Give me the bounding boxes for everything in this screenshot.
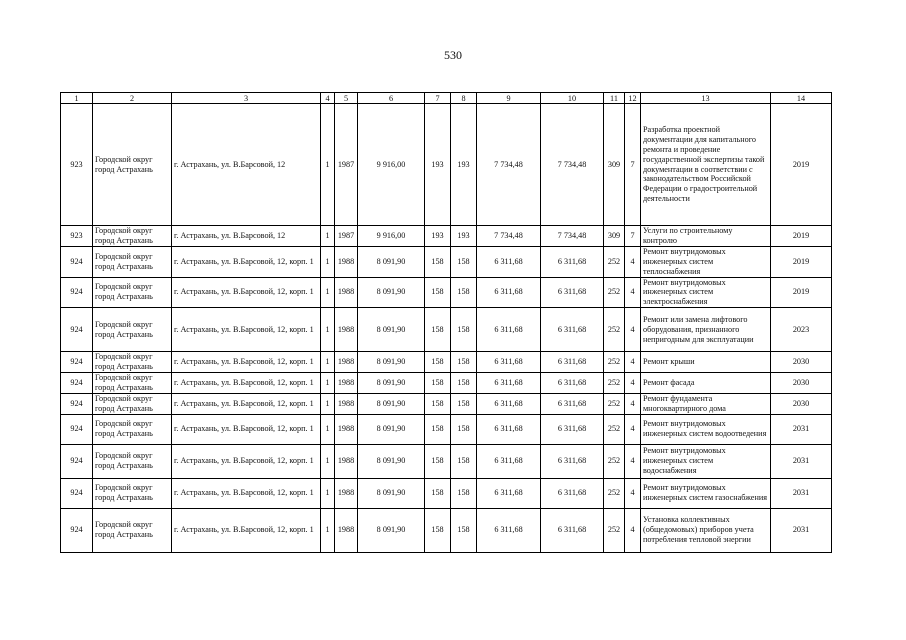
col11-cell: 252: [604, 308, 625, 352]
year-cell: 1988: [335, 373, 358, 394]
address-cell: г. Астрахань, ул. В.Барсовой, 12, корп. 1: [172, 478, 321, 508]
area-cell: 8 091,90: [358, 246, 425, 277]
work-type-cell: Ремонт внутридомовых инженерных систем электроснабжения: [641, 277, 771, 308]
col7-cell: 158: [425, 352, 451, 373]
col7-cell: 193: [425, 226, 451, 247]
column-header: 12: [625, 93, 641, 104]
col7-cell: 158: [425, 246, 451, 277]
column-header: 9: [477, 93, 541, 104]
municipality-cell: Городской округ город Астрахань: [93, 246, 172, 277]
col7-cell: 193: [425, 104, 451, 226]
address-cell: г. Астрахань, ул. В.Барсовой, 12, корп. 1: [172, 393, 321, 414]
column-header: 4: [321, 93, 335, 104]
row-number: 924: [61, 277, 93, 308]
row-number: 924: [61, 373, 93, 394]
col10-cell: 6 311,68: [541, 393, 604, 414]
work-type-cell: Ремонт фундамента многоквартирного дома: [641, 393, 771, 414]
col8-cell: 158: [451, 444, 477, 478]
year-cell: 1987: [335, 104, 358, 226]
col4-cell: 1: [321, 508, 335, 552]
col10-cell: 6 311,68: [541, 444, 604, 478]
col10-cell: 6 311,68: [541, 414, 604, 444]
column-header: 11: [604, 93, 625, 104]
due-year-cell: 2019: [771, 246, 832, 277]
address-cell: г. Астрахань, ул. В.Барсовой, 12, корп. 1: [172, 444, 321, 478]
area-cell: 8 091,90: [358, 444, 425, 478]
municipality-cell: Городской округ город Астрахань: [93, 444, 172, 478]
year-cell: 1988: [335, 352, 358, 373]
year-cell: 1987: [335, 226, 358, 247]
work-type-cell: Установка коллективных (общедомовых) приборов учета потребления тепловой энергии: [641, 508, 771, 552]
col9-cell: 6 311,68: [477, 414, 541, 444]
area-cell: 8 091,90: [358, 414, 425, 444]
col9-cell: 6 311,68: [477, 508, 541, 552]
col11-cell: 252: [604, 414, 625, 444]
col10-cell: 6 311,68: [541, 508, 604, 552]
address-cell: г. Астрахань, ул. В.Барсовой, 12, корп. 1: [172, 373, 321, 394]
row-number: 924: [61, 478, 93, 508]
col11-cell: 252: [604, 444, 625, 478]
area-cell: 8 091,90: [358, 277, 425, 308]
year-cell: 1988: [335, 444, 358, 478]
area-cell: 8 091,90: [358, 373, 425, 394]
municipality-cell: Городской округ город Астрахань: [93, 226, 172, 247]
col7-cell: 158: [425, 393, 451, 414]
col4-cell: 1: [321, 352, 335, 373]
col9-cell: 6 311,68: [477, 308, 541, 352]
year-cell: 1988: [335, 478, 358, 508]
row-number: 924: [61, 444, 93, 478]
address-cell: г. Астрахань, ул. В.Барсовой, 12, корп. 1: [172, 352, 321, 373]
col9-cell: 6 311,68: [477, 246, 541, 277]
col10-cell: 6 311,68: [541, 373, 604, 394]
column-header: 6: [358, 93, 425, 104]
col8-cell: 193: [451, 104, 477, 226]
col10-cell: 7 734,48: [541, 226, 604, 247]
column-header: 14: [771, 93, 832, 104]
work-type-cell: Услуги по строительному контролю: [641, 226, 771, 247]
col9-cell: 6 311,68: [477, 444, 541, 478]
work-type-cell: Ремонт фасада: [641, 373, 771, 394]
col10-cell: 7 734,48: [541, 104, 604, 226]
table-body: [61, 104, 832, 553]
row-number: 923: [61, 104, 93, 226]
municipality-cell: Городской округ город Астрахань: [93, 277, 172, 308]
due-year-cell: 2030: [771, 352, 832, 373]
column-header: 13: [641, 93, 771, 104]
table-row: [61, 444, 832, 478]
col11-cell: 252: [604, 246, 625, 277]
col12-cell: 4: [625, 373, 641, 394]
col8-cell: 193: [451, 226, 477, 247]
col12-cell: 4: [625, 308, 641, 352]
table-row: [61, 226, 832, 247]
table-row: [61, 373, 832, 394]
column-header: 8: [451, 93, 477, 104]
col7-cell: 158: [425, 508, 451, 552]
due-year-cell: 2031: [771, 414, 832, 444]
col7-cell: 158: [425, 277, 451, 308]
due-year-cell: 2030: [771, 373, 832, 394]
municipality-cell: Городской округ город Астрахань: [93, 414, 172, 444]
column-header: 3: [172, 93, 321, 104]
col12-cell: 4: [625, 478, 641, 508]
due-year-cell: 2019: [771, 277, 832, 308]
col10-cell: 6 311,68: [541, 246, 604, 277]
col4-cell: 1: [321, 414, 335, 444]
col11-cell: 252: [604, 373, 625, 394]
col4-cell: 1: [321, 277, 335, 308]
col10-cell: 6 311,68: [541, 308, 604, 352]
col9-cell: 6 311,68: [477, 352, 541, 373]
col11-cell: 252: [604, 393, 625, 414]
col11-cell: 252: [604, 277, 625, 308]
col10-cell: 6 311,68: [541, 478, 604, 508]
municipality-cell: Городской округ город Астрахань: [93, 352, 172, 373]
table-row: [61, 352, 832, 373]
column-header: 5: [335, 93, 358, 104]
row-number: 924: [61, 352, 93, 373]
address-cell: г. Астрахань, ул. В.Барсовой, 12, корп. 1: [172, 246, 321, 277]
col7-cell: 158: [425, 373, 451, 394]
due-year-cell: 2019: [771, 104, 832, 226]
table-row: [61, 308, 832, 352]
address-cell: г. Астрахань, ул. В.Барсовой, 12, корп. 1: [172, 414, 321, 444]
col9-cell: 7 734,48: [477, 226, 541, 247]
row-number: 924: [61, 393, 93, 414]
table-row: [61, 277, 832, 308]
municipality-cell: Городской округ город Астрахань: [93, 373, 172, 394]
year-cell: 1988: [335, 246, 358, 277]
work-type-cell: Ремонт внутридомовых инженерных систем водоотведения: [641, 414, 771, 444]
work-type-cell: Разработка проектной документации для капитального ремонта и проведение государственной экспертизы такой документации в соответствии с законодательством Российской Федерации о градостроительной деятельности: [641, 104, 771, 226]
year-cell: 1988: [335, 393, 358, 414]
col11-cell: 252: [604, 478, 625, 508]
year-cell: 1988: [335, 308, 358, 352]
col7-cell: 158: [425, 414, 451, 444]
due-year-cell: 2023: [771, 308, 832, 352]
due-year-cell: 2031: [771, 444, 832, 478]
row-number: 924: [61, 246, 93, 277]
table-row: [61, 246, 832, 277]
area-cell: 9 916,00: [358, 104, 425, 226]
table-row: [61, 393, 832, 414]
address-cell: г. Астрахань, ул. В.Барсовой, 12: [172, 226, 321, 247]
municipality-cell: Городской округ город Астрахань: [93, 508, 172, 552]
due-year-cell: 2031: [771, 478, 832, 508]
column-header: 2: [93, 93, 172, 104]
col4-cell: 1: [321, 393, 335, 414]
col9-cell: 6 311,68: [477, 373, 541, 394]
col7-cell: 158: [425, 308, 451, 352]
table-row: [61, 508, 832, 552]
area-cell: 8 091,90: [358, 352, 425, 373]
municipality-cell: Городской округ город Астрахань: [93, 104, 172, 226]
col8-cell: 158: [451, 277, 477, 308]
col10-cell: 6 311,68: [541, 352, 604, 373]
col11-cell: 252: [604, 508, 625, 552]
col8-cell: 158: [451, 478, 477, 508]
work-type-cell: Ремонт внутридомовых инженерных систем водоснабжения: [641, 444, 771, 478]
year-cell: 1988: [335, 508, 358, 552]
row-number: 924: [61, 414, 93, 444]
col8-cell: 158: [451, 508, 477, 552]
col7-cell: 158: [425, 478, 451, 508]
col4-cell: 1: [321, 226, 335, 247]
col8-cell: 158: [451, 352, 477, 373]
due-year-cell: 2019: [771, 226, 832, 247]
col12-cell: 4: [625, 508, 641, 552]
col12-cell: 4: [625, 277, 641, 308]
municipality-cell: Городской округ город Астрахань: [93, 393, 172, 414]
col9-cell: 6 311,68: [477, 393, 541, 414]
page-number: 530: [444, 48, 462, 62]
address-cell: г. Астрахань, ул. В.Барсовой, 12, корп. 1: [172, 508, 321, 552]
col12-cell: 7: [625, 104, 641, 226]
work-type-cell: Ремонт крыши: [641, 352, 771, 373]
col4-cell: 1: [321, 104, 335, 226]
col8-cell: 158: [451, 373, 477, 394]
col4-cell: 1: [321, 246, 335, 277]
col8-cell: 158: [451, 308, 477, 352]
work-type-cell: Ремонт внутридомовых инженерных систем теплоснабжения: [641, 246, 771, 277]
area-cell: 8 091,90: [358, 393, 425, 414]
col9-cell: 7 734,48: [477, 104, 541, 226]
municipality-cell: Городской округ город Астрахань: [93, 308, 172, 352]
col11-cell: 252: [604, 352, 625, 373]
area-cell: 9 916,00: [358, 226, 425, 247]
area-cell: 8 091,90: [358, 308, 425, 352]
col12-cell: 4: [625, 393, 641, 414]
work-type-cell: Ремонт или замена лифтового оборудования, признанного непригодным для эксплуатации: [641, 308, 771, 352]
due-year-cell: 2030: [771, 393, 832, 414]
col12-cell: 4: [625, 414, 641, 444]
col11-cell: 309: [604, 104, 625, 226]
due-year-cell: 2031: [771, 508, 832, 552]
table-row: [61, 414, 832, 444]
area-cell: 8 091,90: [358, 508, 425, 552]
col4-cell: 1: [321, 373, 335, 394]
col12-cell: 4: [625, 352, 641, 373]
col8-cell: 158: [451, 414, 477, 444]
area-cell: 8 091,90: [358, 478, 425, 508]
row-number: 923: [61, 226, 93, 247]
col4-cell: 1: [321, 444, 335, 478]
col12-cell: 7: [625, 226, 641, 247]
col9-cell: 6 311,68: [477, 478, 541, 508]
col4-cell: 1: [321, 478, 335, 508]
col4-cell: 1: [321, 308, 335, 352]
address-cell: г. Астрахань, ул. В.Барсовой, 12: [172, 104, 321, 226]
row-number: 924: [61, 308, 93, 352]
col8-cell: 158: [451, 393, 477, 414]
column-header: 7: [425, 93, 451, 104]
col9-cell: 6 311,68: [477, 277, 541, 308]
year-cell: 1988: [335, 277, 358, 308]
column-header: 1: [61, 93, 93, 104]
address-cell: г. Астрахань, ул. В.Барсовой, 12, корп. 1: [172, 277, 321, 308]
header-row: [61, 93, 832, 104]
row-number: 924: [61, 508, 93, 552]
year-cell: 1988: [335, 414, 358, 444]
table-row: [61, 104, 832, 226]
col10-cell: 6 311,68: [541, 277, 604, 308]
column-header: 10: [541, 93, 604, 104]
col12-cell: 4: [625, 246, 641, 277]
col12-cell: 4: [625, 444, 641, 478]
work-type-cell: Ремонт внутридомовых инженерных систем газоснабжения: [641, 478, 771, 508]
col7-cell: 158: [425, 444, 451, 478]
municipality-cell: Городской округ город Астрахань: [93, 478, 172, 508]
col11-cell: 309: [604, 226, 625, 247]
col8-cell: 158: [451, 246, 477, 277]
registry-table: [60, 92, 832, 553]
address-cell: г. Астрахань, ул. В.Барсовой, 12, корп. 1: [172, 308, 321, 352]
table-row: [61, 478, 832, 508]
